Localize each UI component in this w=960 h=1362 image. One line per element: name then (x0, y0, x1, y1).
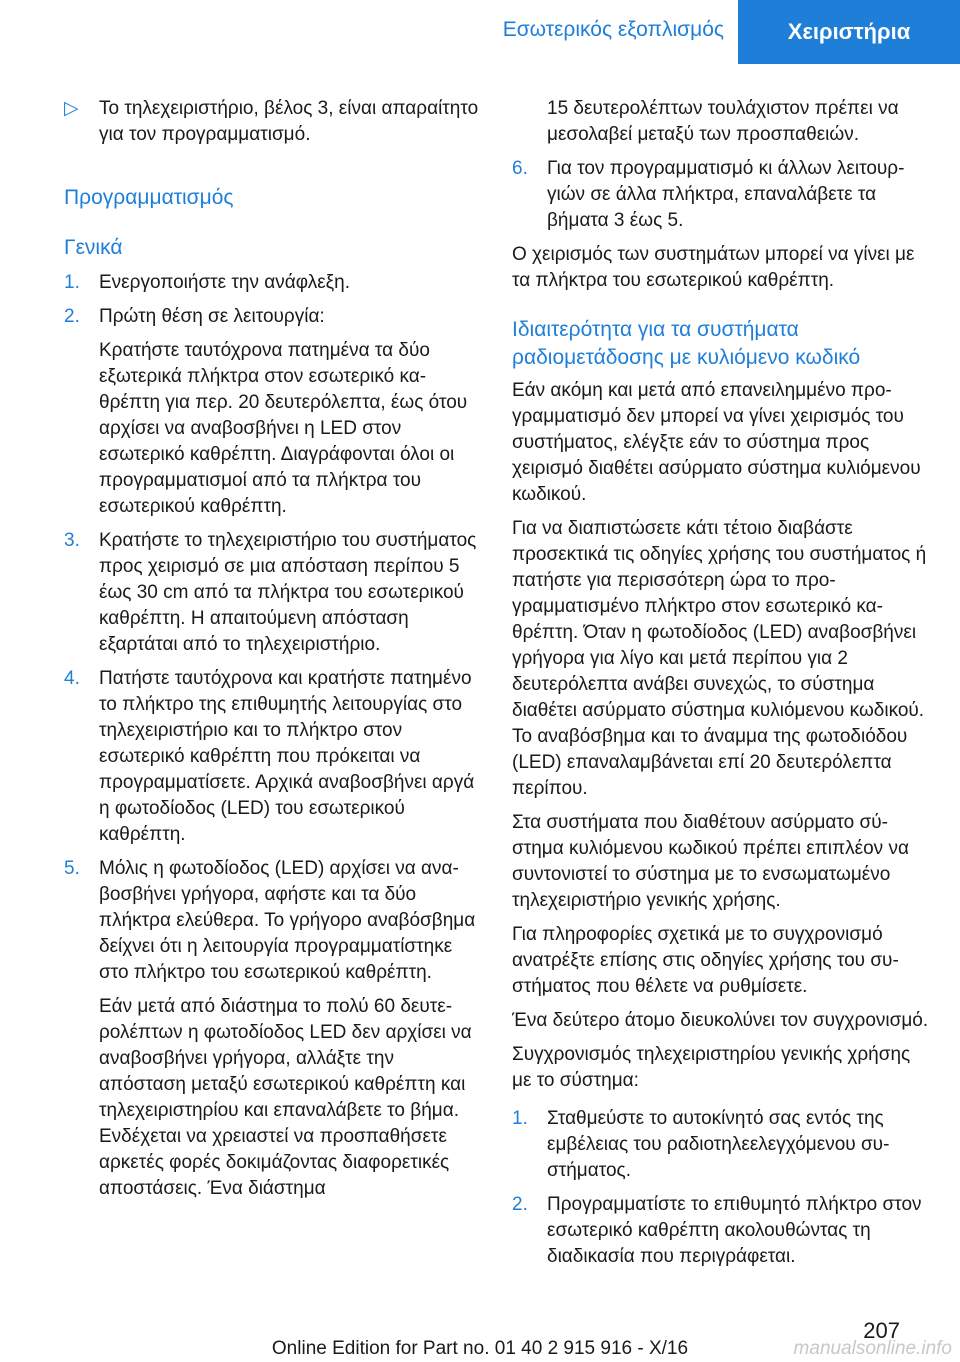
sync-step-2 (512, 1192, 930, 1270)
paragraph: Ένα δεύτερο άτομο διευκολύνει τον συγχρονισμό. (512, 1010, 929, 1031)
step-number: 2. (64, 306, 80, 327)
left-column (64, 96, 480, 1202)
step-4 (64, 666, 480, 848)
intro-text: Το τηλεχειριστήριο, βέλος 3, είναι απαραίτητο για τον προγραμματισμό. (99, 98, 479, 145)
step-1 (64, 270, 480, 296)
step-number: 4. (64, 668, 80, 689)
step-text: Κρατήστε το τηλεχειριστήριο του συστήματος προς χειρισμό σε μια απόσταση περίπου 5 έως 30 cm από τα πλήκτρα του εσωτερικού καθρέπτη. Η απαιτούμενη απόσταση εξαρτάται από το τηλεχειριστήριο. (99, 530, 477, 655)
edition-line: Online Edition for Part no. 01 40 2 915 916 - X/16 (271, 1338, 689, 1359)
paragraph-operation: Ο χειρισμός των συστημάτων μπορεί να γίνει με τα πλήκτρα του εσωτερικού καθρέπτη. (512, 244, 915, 291)
sync-step-1 (512, 1106, 930, 1184)
paragraph: Για πληροφορίες σχετικά με το συγχρονισμό ανατρέξτε επίσης στις οδηγίες χρήσης του συστήματος που θέλετε να ρυθμίσετε. (512, 924, 899, 997)
step-number: 3. (64, 530, 80, 551)
header-chapter-tab: Χειριστήρια (738, 0, 960, 64)
intro-note (64, 96, 480, 148)
paragraph: Εάν ακόμη και μετά από επανειλημμένο προγραμματισμό δεν μπορεί να γίνει χειρισμός του συστήματος, ελέγξτε εάν το σύστημα προς χειρισμό διαθέτει ασύρματο σύστημα κυλιόμενου κωδικού. (512, 380, 921, 505)
step-text: Για τον προγραμματισμό κι άλλων λειτουργιών σε άλλα πλήκτρα, επαναλάβετε τα βήματα 3 έως 5. (547, 158, 905, 231)
step-text: Προγραμματίστε το επιθυμητό πλήκτρο στον εσωτερικό καθρέπτη ακολουθώντας τη διαδικασία που περιγράφεται. (547, 1194, 922, 1267)
page-header (0, 0, 960, 64)
step-number: 1. (64, 272, 80, 293)
continuation-text: 15 δευτερολέπτων τουλάχιστον πρέπει να μεσολαβεί μεταξύ των προσπαθειών. (547, 98, 899, 145)
step-subtext: Εάν μετά από διάστημα το πολύ 60 δευτερολέπτων η φωτοδίοδος LED δεν αρχίσει να αναβοσβήνει γρήγορα, αλλάξτε την απόσταση μεταξύ εσωτερικού καθρέπτη και τηλεχειριστηρίου και επαναλάβετε το βήμα. Ενδέχεται να χρειαστεί να προσπαθήσετε αρκετές φορές δοκιμάζοντας διαφορετικές αποστάσεις. Ένα διάστημα (99, 996, 472, 1199)
header-section-title: Εσωτερικός εξοπλισμός (502, 18, 724, 41)
section-heading-rolling-code: Ιδιαιτερότητα για τα συστήματα ραδιομετάδοσης με κυλιόμενο κωδικό (512, 318, 861, 369)
step-subtext: Κρατήστε ταυτόχρονα πατημένα τα δύο εξωτερικά πλήκτρα στον εσωτερικό καθρέπτη για περ. 20 δευτερόλεπτα, έως ότου αρχίσει να αναβοσβήνει η LED στον εσωτερικό καθρέπτη. Διαγράφονται όλοι οι προγραμματισμοί από τα πλήκτρα του εσωτερικού καθρέπτη. (99, 340, 468, 517)
step-number: 2. (512, 1194, 528, 1215)
watermark-text: manualsonline.info (793, 1338, 952, 1359)
section-heading-programming: Προγραμματισμός (64, 186, 234, 209)
step-text: Σταθμεύστε το αυτοκίνητό σας εντός της εμβέλειας του ραδιοτηλεελεγχόμενου συστήματος. (547, 1108, 890, 1181)
step-number: 1. (512, 1108, 528, 1129)
step-number: 5. (64, 858, 80, 879)
step-text: Πρώτη θέση σε λειτουργία: (99, 306, 325, 327)
step-6 (512, 156, 930, 234)
step-2 (64, 304, 480, 520)
subheading-general: Γενικά (64, 236, 123, 259)
step-5-continuation (512, 96, 930, 148)
triangle-marker-icon: ▷ (64, 98, 79, 119)
step-number: 6. (512, 158, 528, 179)
paragraph: Συγχρονισμός τηλεχειριστηρίου γενικής χρήσης με το σύστημα: (512, 1044, 911, 1091)
paragraph: Για να διαπιστώσετε κάτι τέτοιο διαβάστε προσεκτικά τις οδηγίες χρήσης του συστήματος ή πατήστε για περισσότερη ώρα το προγραμματισμένο πλήκτρο στον εσωτερικό καθρέπτη. Όταν η φωτοδίοδος (LED) αναβοσβήνει γρήγορα για λίγο και μετά περίπου για 2 δευτερόλεπτα ανάβει συνεχώς, το σύστημα διαθέτει ασύρματο σύστημα κυλιόμενου κωδικού. Το αναβόσβημα και το άναμμα της φωτοδιόδου (LED) επαναλαμβάνεται επί 20 δευτερόλεπτα περίπου. (512, 518, 927, 799)
step-text: Ενεργοποιήστε την ανάφλεξη. (99, 272, 351, 293)
page-number: 207 (863, 1318, 900, 1343)
step-text: Πατήστε ταυτόχρονα και κρατήστε πατημένο το πλήκτρο της επιθυμητής λειτουργίας στο τηλεχειριστήριο και το πλήκτρο στον εσωτερικό καθρέπτη που πρόκειται να προγραμματίσετε. Αρχικά αναβοσβήνει αργά η φωτοδίοδος (LED) του εσωτερικού καθρέπτη. (99, 668, 475, 845)
paragraph: Στα συστήματα που διαθέτουν ασύρματο σύστημα κυλιόμενου κωδικού πρέπει επιπλέον να συντονιστεί το σύστημα με το ενσωματωμένο τηλεχειριστήριο γενικής χρήσης. (512, 812, 909, 911)
step-5 (64, 856, 480, 1202)
step-3 (64, 528, 480, 658)
right-column (512, 96, 930, 1270)
step-text: Μόλις η φωτοδίοδος (LED) αρχίσει να αναβοσβήνει γρήγορα, αφήστε και τα δύο πλήκτρα ελεύθερα. Το γρήγορο αναβόσβημα δείχνει ότι η λειτουργία προγραμματίστηκε στο πλήκτρο του εσωτερικού καθρέπτη. (99, 858, 476, 983)
